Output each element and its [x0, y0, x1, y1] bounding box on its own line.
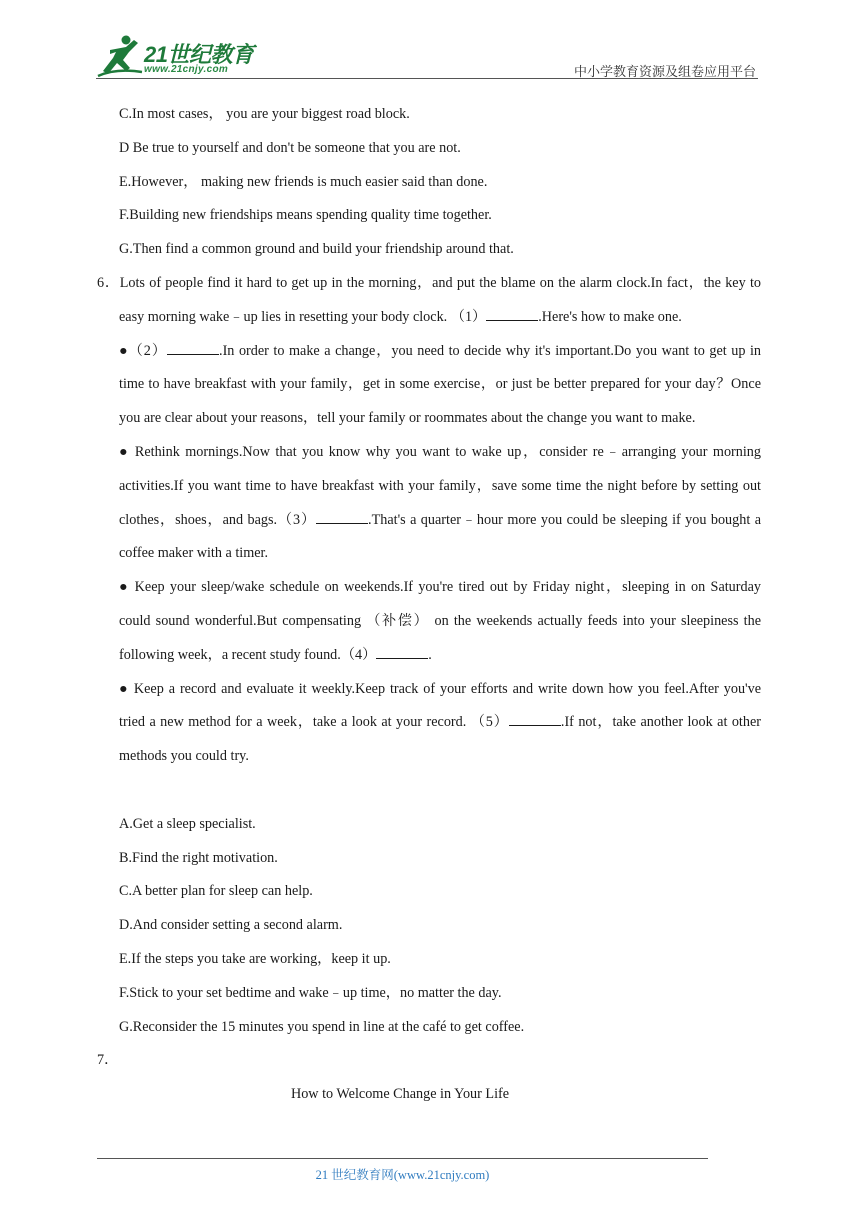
blank-1: [486, 306, 538, 321]
document-body: [97, 98, 761, 1112]
runner-logo-icon: [96, 34, 144, 78]
q6-number: 6．: [97, 274, 120, 291]
q6-option-c: C.A better plan for sleep can help.: [119, 883, 313, 900]
question-6: [97, 267, 761, 1044]
footer-link[interactable]: 21 世纪教育网(www.21cnjy.com): [315, 1168, 490, 1182]
q6-option-e: E.If the steps you take are working，keep it up.: [119, 950, 391, 967]
q5-option-f: F.Building new friendships means spending quality time together.: [119, 207, 492, 224]
q6-para-5: ● Keep a record and evaluate it weekly.Keep track of your efforts and write down how you feel.After you've tried a new method for a week，take a look at your record. （5） .If not，take another look at other methods you could try.: [119, 680, 761, 765]
q6-option-b: B.Find the right motivation.: [119, 849, 278, 866]
q6-para-2: ●（2） .In order to make a change，you need to decide why it's important.Do you want to get up in time to have breakfast with your family，get in some exercise，or just be better prepared for your day？Once you are clear about your reasons，tell your family or roommates about the change you want to make.: [97, 335, 761, 436]
q6-option-f: F.Stick to your set bedtime and wake﹣up time，no matter the day.: [119, 984, 502, 1001]
q5-option-e: E.However， making new friends is much easier said than done.: [119, 173, 488, 190]
logo-url: www.21cnjy.com: [144, 64, 229, 75]
logo-title: 21世纪教育: [144, 42, 254, 67]
q6-intro: 6．Lots of people find it hard to get up in the morning，and put the blame on the alarm clock.In fact，the key to easy morning wake﹣up lies in resetting your body clock. （1） .Here's how to make one.: [97, 274, 761, 325]
q7-number: 7．: [97, 1052, 119, 1069]
blank-5: [509, 711, 561, 726]
q5-option-d: D Be true to yourself and don't be someone that you are not.: [119, 139, 461, 156]
header-divider: [96, 78, 758, 79]
spacer: [97, 774, 761, 808]
footer-divider: [97, 1158, 708, 1159]
platform-name: 中小学教育资源及组卷应用平台: [573, 65, 756, 80]
blank-4: [376, 644, 428, 659]
q5-option-c: C.In most cases， you are your biggest road block.: [119, 106, 410, 122]
q5-option-g: G.Then find a common ground and build your friendship around that.: [119, 241, 514, 258]
q6-option-d: D.And consider setting a second alarm.: [119, 917, 343, 934]
blank-3: [316, 509, 368, 524]
q6-para-3: ● Rethink mornings.Now that you know why you want to wake up，consider re﹣arranging your morning activities.If you want time to have breakfast with your family，save some time the night before by setting out clothes，shoes，and bags.（3） .That's a quarter﹣hour more you could be sleeping if you bought a coffee maker with a timer.: [119, 443, 761, 562]
page-header: [0, 0, 860, 90]
q6-para-4: ● Keep your sleep/wake schedule on weekends.If you're tired out by Friday night，sleeping in on Saturday could sound wonderful.But compensating （补偿） on the weekends actually feeds into your sleepiness the following week，a recent study found.（4） .: [119, 579, 761, 663]
blank-2: [167, 340, 219, 355]
q7-title: How to Welcome Change in Your Life: [290, 1086, 510, 1103]
q6-option-g: G.Reconsider the 15 minutes you spend in line at the café to get coffee.: [119, 1018, 525, 1035]
question-7: [97, 1044, 761, 1112]
q6-option-a: A.Get a sleep specialist.: [119, 815, 256, 832]
site-logo: [96, 32, 266, 80]
